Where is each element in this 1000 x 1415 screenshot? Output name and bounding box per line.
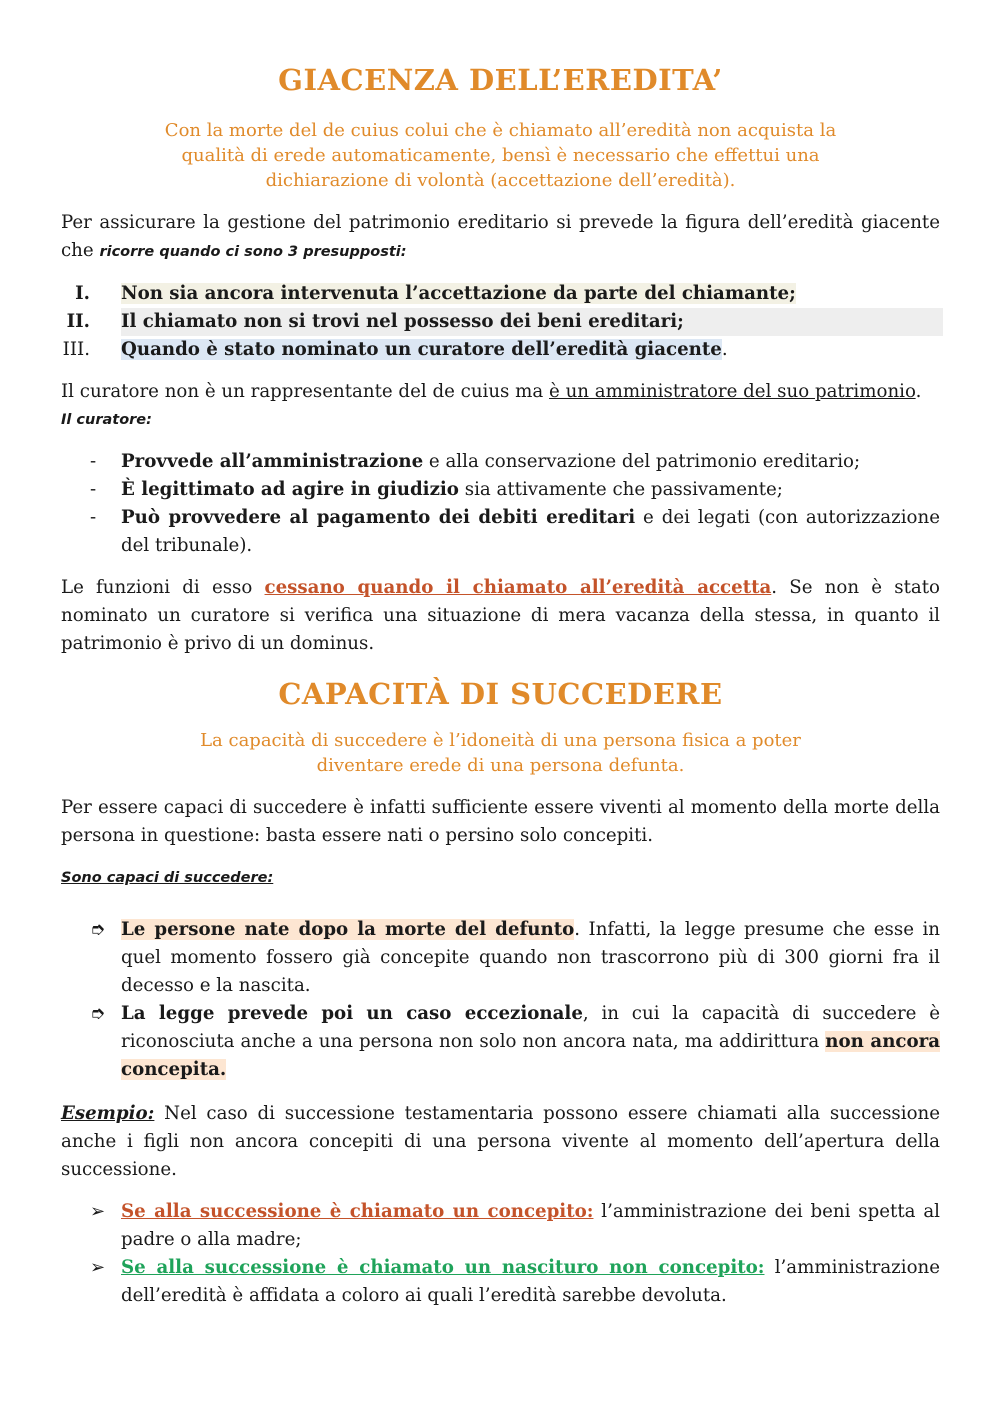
capaci-label: Sono capaci di succedere: (61, 870, 274, 886)
list-item (61, 1254, 940, 1310)
document-page (61, 58, 940, 1310)
highlighted-text: cessano quando il chiamato all’eredità accetta (264, 577, 772, 598)
list-bold: Le persone nate dopo la morte del defunto (121, 919, 575, 940)
list-text: Non sia ancora intervenuta l’accettazione da parte del chiamante; (121, 283, 796, 304)
paragraph-text: Per assicurare la gestione del patrimonio ereditario si prevede la figura dell’eredità giacente che (61, 212, 940, 261)
highlighted-text: non ancora concepita. (121, 1031, 940, 1080)
case-label: Se alla successione è chiamato un nascituro non concepito: (121, 1257, 765, 1278)
presupposti-label: ricorre quando ci sono 3 presupposti: (99, 244, 407, 260)
list-suffix: . (721, 339, 728, 360)
list-text: l’amministrazione dei beni spetta al padre o alla madre; (121, 1201, 940, 1250)
list-text: , in cui la capacità di succedere è riconosciuta anche a una persona non solo non ancora nata, ma addirittura (121, 1003, 940, 1052)
list-number: I. (75, 283, 90, 304)
paragraph-end: . (915, 381, 922, 402)
intro-giacenza: Con la morte del de cuius colui che è chiamato all’eredità non acquista la qualità di erede automaticamente, bensì è necessario che effettui una dichiarazione di volontà (accettazione dell’eredità). (164, 120, 837, 191)
paragraph-funzioni (61, 574, 940, 658)
list-text: sia attivamente che passivamente; (458, 479, 783, 500)
capaci-list (61, 916, 940, 1084)
intro-capacita: La capacità di succedere è l’idoneità di una persona fisica a poter diventare erede di una persona defunta. (200, 730, 801, 776)
list-number: II. (66, 311, 90, 332)
paragraph-gestione (61, 209, 940, 266)
list-item (61, 476, 940, 504)
list-bold: Può provvedere al pagamento dei debiti ereditari (121, 507, 636, 528)
curatore-list (61, 448, 940, 560)
list-bold: La legge prevede poi un caso eccezionale (121, 1003, 583, 1024)
list-item (61, 448, 940, 476)
paragraph-text: . Se non è stato nominato un curatore si verifica una situazione di mera vacanza della stessa, in quanto il patrimonio è privo di un dominus. (61, 577, 940, 654)
paragraph-text: Nel caso di successione testamentaria possono essere chiamati alla successione anche i figli non ancora concepiti di una persona vivente al momento dell’apertura della successione. (61, 1103, 940, 1180)
dash-bullet: - (90, 451, 97, 472)
list-text: Quando è stato nominato un curatore dell’eredità giacente (121, 339, 722, 360)
list-item (66, 308, 943, 336)
paragraph-text: Il curatore non è un rappresentante del de cuius ma (61, 381, 550, 402)
paragraph-capaci: Per essere capaci di succedere è infatti sufficiente essere viventi al momento della morte della persona in questione: basta essere nati o persino solo concepiti. (61, 797, 940, 846)
case-label: Se alla successione è chiamato un concepito: (121, 1201, 594, 1222)
paragraph-esempio (61, 1100, 940, 1184)
list-item (75, 280, 940, 308)
list-text: . Infatti, la legge presume che esse in quel momento fossero già concepite quando non trascorrono più di 300 giorni fra il decesso e la nascita. (121, 919, 940, 996)
list-text: e alla conservazione del patrimonio ereditario; (423, 451, 861, 472)
triangle-arrow-icon: ➢ (90, 1257, 106, 1278)
list-item (61, 504, 940, 560)
underlined-text: è un amministratore del suo patrimonio (549, 381, 916, 402)
list-number: III. (62, 339, 90, 360)
dash-bullet: - (90, 507, 97, 528)
section-title-giacenza: GIACENZA DELL’EREDITA’ (278, 63, 723, 97)
presupposti-list (61, 280, 940, 364)
list-text: Il chiamato non si trovi nel possesso dei beni ereditari; (121, 311, 684, 332)
list-bold: È legittimato ad agire in giudizio (121, 479, 459, 500)
curatore-label: Il curatore: (61, 412, 152, 428)
esempio-label: Esempio: (61, 1103, 155, 1124)
triangle-arrow-icon: ➢ (90, 1201, 106, 1222)
list-item (61, 1000, 940, 1084)
section-title-capacita: CAPACITÀ DI SUCCEDERE (278, 677, 723, 711)
list-item (61, 916, 940, 1000)
arrow-icon: ➮ (90, 1003, 106, 1024)
arrow-icon: ➮ (90, 919, 106, 940)
list-text: l’amministrazione dell’eredità è affidata a coloro ai quali l’eredità sarebbe devoluta. (121, 1257, 940, 1306)
list-bold: Provvede all’amministrazione (121, 451, 424, 472)
casi-list (61, 1198, 940, 1310)
list-text: e dei legati (con autorizzazione del tribunale). (121, 507, 940, 556)
paragraph-curatore (61, 378, 940, 406)
list-item (62, 336, 940, 364)
paragraph-text: Le funzioni di esso (61, 577, 265, 598)
dash-bullet: - (90, 479, 97, 500)
list-item (61, 1198, 940, 1254)
